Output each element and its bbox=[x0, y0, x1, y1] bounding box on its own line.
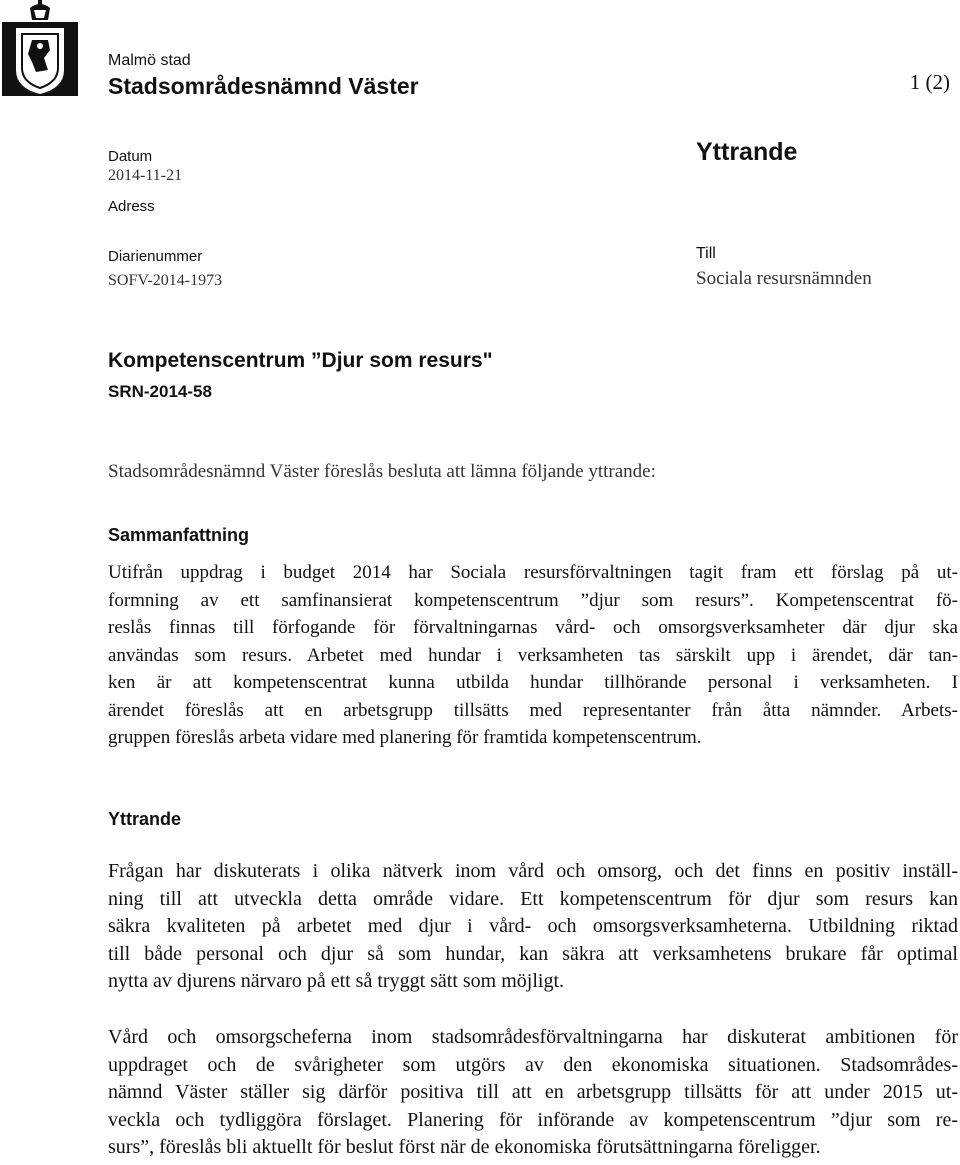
statement-line: uppdraget och de svårigheter som utgörs av den ekonomiska situationen. Stadsområdes- bbox=[108, 1053, 958, 1076]
statement-line: säkra kvaliteten på arbetet med djur i vård- och omsorgsverksamheterna. Utbildning riktad bbox=[108, 915, 958, 937]
statement-line: veckla och tydliggöra förslaget. Planering för införande av kompetenscentrum ”djur som re- bbox=[108, 1108, 958, 1131]
proposal-intro: Stadsområdesnämnd Väster föreslås besluta att lämna följande yttrande: bbox=[108, 461, 656, 482]
subject-reference: SRN-2014-58 bbox=[108, 382, 212, 401]
statement-heading: Yttrande bbox=[108, 809, 182, 829]
statement-line: Frågan har diskuterats i olika nätverk inom vård och omsorg, och det finns en positiv inställ- bbox=[108, 860, 958, 882]
organization-title: Stadsområdesnämnd Väster bbox=[108, 73, 419, 99]
document-type: Yttrande bbox=[696, 138, 798, 166]
organization-name: Malmö stad bbox=[108, 52, 191, 69]
subject-title: Kompetenscentrum ”Djur som resurs" bbox=[108, 349, 493, 372]
statement-paragraph-2 bbox=[108, 1024, 958, 1162]
reference-number-value: SOFV-2014-1973 bbox=[108, 272, 223, 289]
statement-line: Vård och omsorgscheferna inom stadsområdesförvaltningarna har diskuterat ambitionen för bbox=[108, 1026, 958, 1048]
statement-line: surs”, föreslås bli aktuellt för beslut först när de ekonomiska förutsättningarna föreligger. bbox=[108, 1136, 821, 1158]
statement-line: nämnd Väster ställer sig därför positiva till att en arbetsgrupp tillsätts för att under 2015 ut- bbox=[108, 1081, 958, 1103]
summary-line: ken är att kompetenscentrat kunna utbilda hundar tillhörande personal i verksamheten. I bbox=[108, 672, 958, 693]
statement-line: till både personal och djur så som hundar, kan säkra att verksamhetens brukare får optimal bbox=[108, 942, 958, 965]
statement-line: ning till att utveckla detta område vidare. Ett kompetenscentrum för djur som resurs kan bbox=[108, 887, 958, 910]
statement-paragraph-1 bbox=[108, 858, 958, 996]
summary-line: användas som resurs. Arbetet med hundar i verksamheten tas särskilt upp i ärendet, där tan- bbox=[108, 644, 958, 666]
summary-line: ärendet föreslås att en arbetsgrupp tillsätts med representanter från åtta nämnder. Arbets- bbox=[108, 699, 958, 721]
summary-line: gruppen föreslås arbeta vidare med planering för framtida kompetenscentrum. bbox=[108, 727, 702, 748]
malmo-coat-of-arms-icon bbox=[2, 0, 78, 98]
recipient-label: Till bbox=[696, 245, 716, 262]
summary-heading: Sammanfattning bbox=[108, 525, 250, 545]
statement-line: nytta av djurens närvaro på ett så tryggt sätt som möjligt. bbox=[108, 970, 565, 992]
summary-line: reslås finnas till förfogande för förvaltningarnas vård- och omsorgsverksamheter där djur ska bbox=[108, 617, 958, 638]
address-label: Adress bbox=[108, 198, 155, 215]
summary-line: Utifrån uppdrag i budget 2014 har Sociala resursförvaltningen tagit fram ett förslag på ut- bbox=[108, 562, 958, 583]
recipient-value: Sociala resursnämnden bbox=[696, 268, 872, 289]
summary-line: formning av ett samfinansierat kompetenscentrum ”djur som resurs”. Kompetenscentrat fö- bbox=[108, 589, 958, 611]
reference-number-label: Diarienummer bbox=[108, 248, 203, 265]
date-label: Datum bbox=[108, 148, 153, 165]
page-number: 1 (2) bbox=[909, 70, 950, 94]
date-value: 2014-11-21 bbox=[108, 167, 183, 184]
summary-paragraph bbox=[108, 559, 958, 752]
